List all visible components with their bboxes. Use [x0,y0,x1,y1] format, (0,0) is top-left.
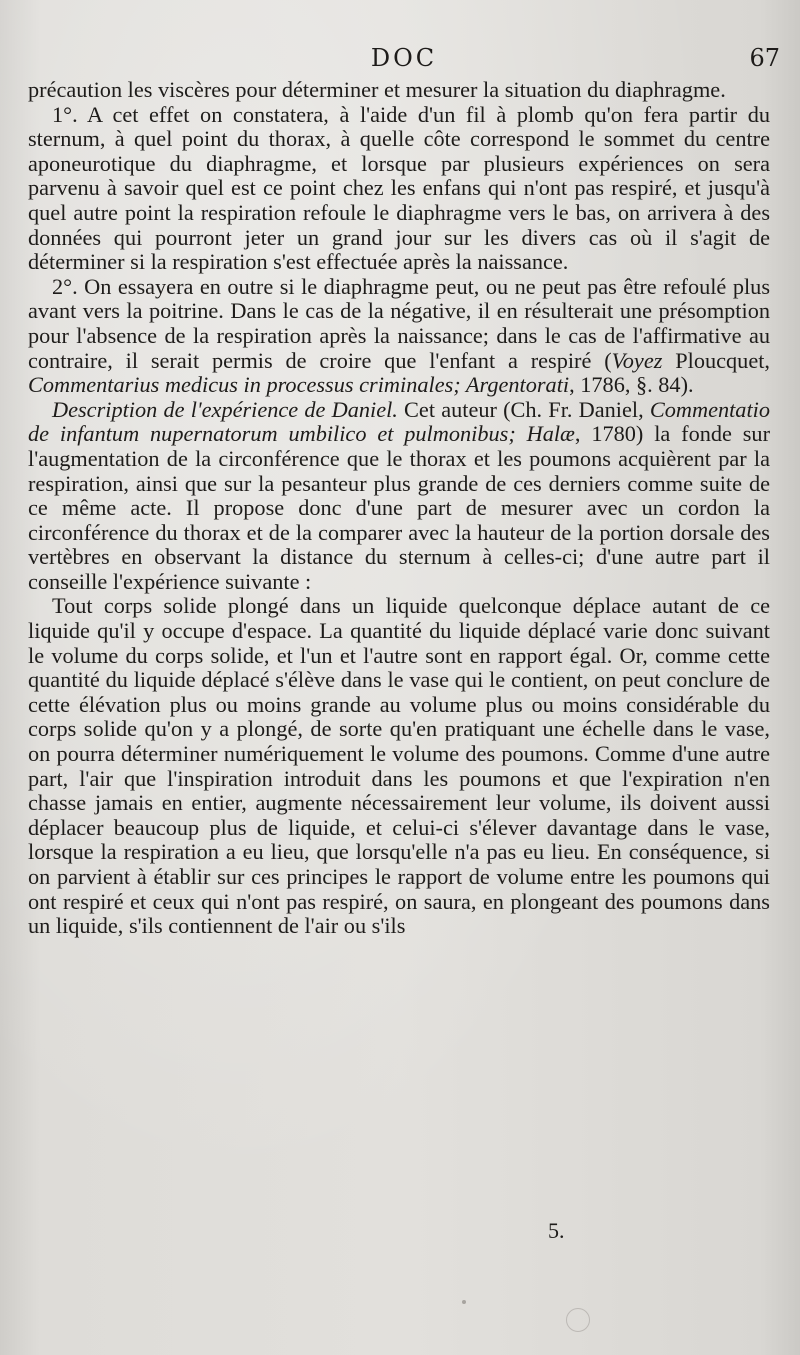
text-segment: , 1786, §. 84). [569,372,694,398]
text-segment: 1°. A cet effet on constatera, à l'aide d'un fil à plomb qu'on fera partir du sternum, à quel point du thorax, à quelle côte correspond le sommet du centre aponeurotique du diaphragme, et lorsque par plusieurs expériences on sera parvenu à savoir quel est ce point chez les enfans qui n'ont pas respiré, et jusqu'à quel autre point la respiration refoule le diaphragme vers le bas, on arrivera à des données qui pourront jeter un grand jour sur les divers cas où il s'agit de déterminer si la respiration s'est effectuée après la naissance. [28,101,770,275]
italic-text: Voyez [611,347,663,373]
paragraph [28,275,770,398]
body-text [28,78,770,939]
page-number: 67 [749,44,780,72]
paragraph [28,78,770,103]
paragraph [28,103,770,275]
text-segment: Tout corps solide plongé dans un liquide quelconque déplace autant de ce liquide qu'il y occupe d'espace. La quantité du liquide déplacé varie donc suivant le volume du corps solide, et l'un et l'autre sont en rapport égal. Or, comme cette quantité du liquide déplacé s'élève dans le vase qui le contient, on peut conclure de cette élévation plus ou moins grande au volume plus ou moins considérable du corps solide qu'on y a plongé, de sorte qu'en pratiquant une échelle dans le vase, on pourra déterminer numériquement le volume des poumons. Comme d'une autre part, l'air que l'inspiration introduit dans les poumons et que l'expiration n'en chasse jamais en entier, augmente nécessairement leur volume, ils doivent aussi déplacer beaucoup plus de liquide, et celui-ci s'élever davantage dans le vase, lorsque la respiration a eu lieu, que lorsqu'elle n'a pas eu lieu. En conséquence, si on parvient à établir sur ces principes le rapport de volume entre les poumons qui ont respiré et ceux qui n'ont pas respiré, on saura, en plongeant des poumons dans un liquide, s'ils contiennent de l'air ou s'ils [28,593,770,939]
signature-mark: 5. [548,1218,565,1243]
text-segment: précaution les viscères pour déterminer et mesurer la situation du diaphragme. [28,77,726,102]
running-head: DOC [370,44,438,72]
paragraph [28,594,770,938]
text-segment: Ploucquet, [662,347,770,373]
paragraph [28,398,770,595]
text-segment: 2°. On essayera en outre si le diaphragme peut, ou ne peut pas être refoulé plus avant vers la poitrine. Dans le cas de la négative, il en résulterait une présomption pour l'absence de la respiration après la naissance; dans le cas de l'affirmative au contraire, il serait permis de croire que l'enfant a respiré ( [28,273,770,373]
italic-text: Commentarius medicus in processus criminales; Argentorati [28,372,570,398]
page-header [28,44,780,80]
italic-text: Commentatio de infantum nupernatorum umbilico et pulmonibus; Halæ [28,396,770,447]
text-segment: , 1780) la fonde sur l'augmentation de la circonférence que le thorax et les poumons acquièrent par la respiration, ainsi que sur la pesanteur plus grande de ces derniers comme suite de ce même acte. Il propose donc d'une part de mesurer avec un cordon la circonférence du thorax et de la comparer avec la hauteur de la portion dorsale des vertèbres en observant la distance du sternum à celles-ci; d'une autre part il conseille l'expérience suivante : [28,421,771,594]
paper-speck [462,1300,466,1304]
text-segment: Cet auteur (Ch. Fr. Daniel, [397,396,650,422]
paper-stain [566,1308,590,1332]
italic-text: Description de l'expérience de Daniel. [52,396,398,422]
